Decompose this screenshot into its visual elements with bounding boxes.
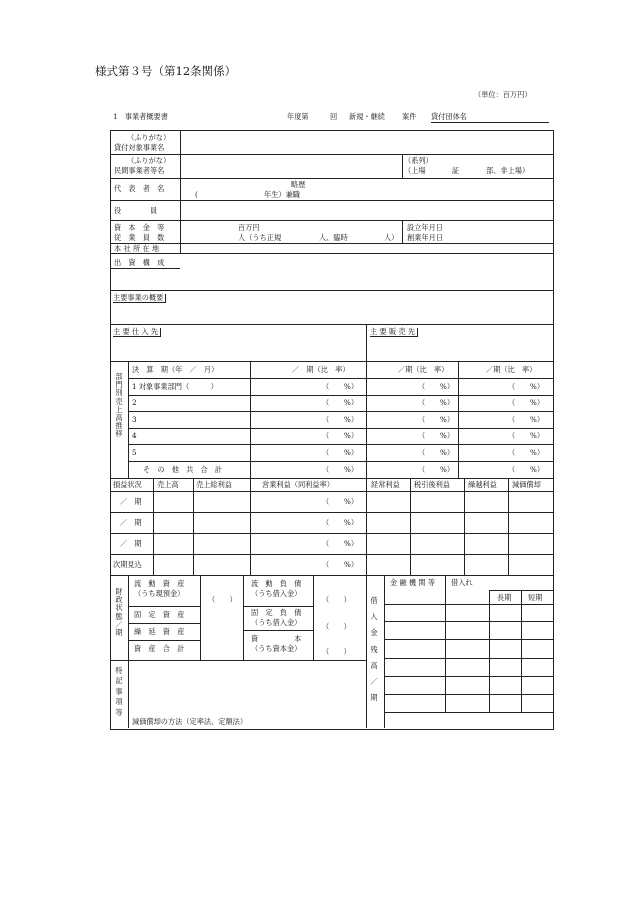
row-line [384,712,553,713]
col-line [445,575,446,712]
col-line [250,478,251,575]
col-line [402,220,403,243]
borrowing-label: 借入れ [451,578,473,587]
established-label: 設立年月日 [407,223,443,232]
pl-header: 税引後利益 [414,480,450,489]
col-line [200,575,201,660]
customers-label: 主 要 販 売 先 [370,328,418,337]
pl-header: 売上総利益 [196,480,232,489]
row-line [110,361,553,362]
notes-side-label: 特 記 事 項 等 [115,666,123,717]
furigana-label: （ふりがな） [127,156,171,165]
pct-open: （ [508,448,516,457]
period-col-header: ／期（比 率） [486,365,537,374]
row-line [489,590,553,591]
sales-row-label: 4 [132,431,137,440]
pl-header: 営業利益（同利益率） [262,480,334,489]
pct-close: %） [344,539,359,548]
employees-label: 従 業 員 数 [114,233,165,242]
pct-open: （ [508,431,516,440]
persons-mid-label: 人、臨時 [319,233,348,242]
label-divider [180,130,181,253]
pct-close: %） [530,465,545,474]
row-line [128,428,553,429]
pct-open: （ [322,431,330,440]
sales-row-label: 2 [132,398,137,407]
pct-open: （ [322,465,330,474]
col-line [508,478,509,575]
pct-open: （ [418,382,426,391]
row-line [128,606,200,607]
col-line [366,478,367,575]
row-line [110,660,366,661]
current-assets-label: 流 動 資 産 [134,579,185,588]
pct-close: %） [344,382,359,391]
pct-open: （ [322,560,330,569]
deferred-assets-label: 繰 延 資 産 [134,627,185,636]
furigana-label: （ふりがな） [127,133,171,142]
pl-header: 経常利益 [371,480,400,489]
pct-close: %） [344,560,359,569]
col-line [153,478,154,575]
pl-row-label: ／ 期 [120,518,142,527]
pct-open: （ [322,497,330,506]
form-title: 様式第３号（第12条関係） [95,64,237,78]
pct-close: %） [344,465,359,474]
persons-label: 人（うち正規 [238,233,282,242]
pct-open: （ [418,465,426,474]
pl-header: 繰越利益 [468,480,497,489]
col-line [366,324,367,361]
col-line [128,660,129,728]
pl-header: 減価償却 [512,480,541,489]
row-line [128,640,200,641]
round-label: 回 [330,112,338,121]
row-line [243,606,313,607]
borrow-label: （うち借入金） [251,589,302,598]
founded-label: 創業年月日 [407,233,443,242]
head-office-label: 本 社 所 在 地 [114,244,160,253]
fixed-assets-label: 固 定 資 産 [134,610,185,619]
capital-inner-label: （うち資本金） [251,644,302,653]
bs-side-label: 財 政 状 態 ／ 期 [115,587,123,638]
col-line [193,478,194,575]
listed-label: （上場 [404,166,426,175]
pl-header: 売上高 [157,480,179,489]
row-line [110,268,180,269]
bank-label: 金 融 機 関 等 [390,578,436,587]
col-line [410,478,411,575]
pct-open: （ [418,398,426,407]
row-line [128,395,553,396]
fiscal-year-label: 年度第 [287,112,309,121]
borrow-label: （うち借入金） [251,618,302,627]
short-term-label: 短期 [528,593,543,602]
sales-row-label: 3 [132,415,137,424]
pct-close: %） [344,518,359,527]
row-line [110,554,553,555]
pct-open: （ [508,465,516,474]
target-business-label: 貸付対象事業名 [114,143,165,152]
pct-close: %） [530,431,545,440]
pct-open: （ [418,431,426,440]
pct-open: （ [508,415,516,424]
paren-cell: （ ） [322,622,351,631]
pct-open: （ [322,382,330,391]
pct-close: %） [440,398,455,407]
capital-bs-label: 資 本 [251,634,302,643]
col-line [402,154,403,178]
career-label: 略歴 [291,180,306,189]
row-line [110,512,553,513]
lender-underline [431,122,549,123]
fixed-liab-label: 固 定 負 債 [251,608,302,617]
paren-cell: （ ） [322,595,351,604]
row-line [110,533,553,534]
cash-label: （うち現預金） [134,589,185,598]
pct-open: （ [418,448,426,457]
row-line [110,324,553,325]
pct-close: %） [440,431,455,440]
total-assets-label: 資 産 合 計 [134,644,185,653]
series-label: （系列） [404,156,433,165]
row-line [110,478,553,479]
pct-close: %） [530,398,545,407]
pct-close: %） [440,415,455,424]
case-label: 案件 [402,112,417,121]
capital-label: 資 本 金 等 [114,223,165,232]
pct-open: （ [322,448,330,457]
row-line [110,253,553,254]
paren-cell: （ ） [322,647,351,656]
row-line [384,658,553,659]
pct-close: %） [344,398,359,407]
representative-label: 代 表 者 名 [114,184,165,193]
paren-cell: （ ） [208,595,237,604]
long-term-label: 長期 [497,593,512,602]
pct-open: （ [322,539,330,548]
row-line [128,461,553,462]
pct-close: %） [530,382,545,391]
col-line [128,575,129,660]
pl-header: 損益状況 [113,480,142,489]
pct-open: （ [322,398,330,407]
row-line [243,630,313,631]
period-header: 決 算 期（年 ／ 月） [132,365,219,374]
rep-paren: ( [195,190,198,199]
col-line [366,575,367,728]
pct-close: %） [530,415,545,424]
listed-end-label: 部、非上場） [486,166,530,175]
pct-close: %） [440,448,455,457]
pct-close: %） [344,448,359,457]
private-business-label: 民間事業者等名 [114,166,165,175]
row-line [384,694,553,695]
period-col-header: ／期（比 率） [398,365,449,374]
row-line [128,444,553,445]
officers-label: 役 員 [114,206,158,215]
pl-row-label: ／ 期 [120,539,142,548]
million-yen-label: 百万円 [238,223,260,232]
investment-label: 出 資 構 成 [114,258,165,267]
row-line [384,676,553,677]
lender-label: 貸付団体名 [431,112,467,121]
pct-close: %） [530,448,545,457]
depreciation-label: 減価償却の方法（定率法、定額法） [132,717,248,726]
row-line [384,604,553,605]
period-col-header: ／ 期（比 率） [292,365,350,374]
pct-open: （ [418,415,426,424]
current-liab-label: 流 動 負 債 [251,579,302,588]
row-line [128,411,553,412]
row-line [110,575,553,576]
pct-open: （ [508,382,516,391]
row-line [128,378,553,379]
pct-open: （ [322,415,330,424]
main-business-label: 主要事業の概要 [113,294,166,303]
row-line [110,200,553,201]
other-total-label: そ の 他 共 合 計 [143,465,223,474]
type-label: 新規・継続 [349,112,385,121]
col-line [313,575,314,660]
col-line [243,575,244,660]
sales-row-label: 5 [132,448,137,457]
row-line [110,178,553,179]
pl-row-label: ／ 期 [120,497,142,506]
row-line [110,491,553,492]
pct-close: %） [344,431,359,440]
row-line [110,154,553,155]
pct-close: %） [344,415,359,424]
loans-side-label: 借 入 金 残 高 ／ 期 [370,596,378,703]
pct-open: （ [508,398,516,407]
rep-born-label: 年生）兼職 [264,190,300,199]
section-title: 1 事業者概要書 [113,112,168,121]
unit-label: （単位：百万円） [474,90,532,99]
pl-row-label: 次期見込 [113,560,142,569]
row-line [384,621,553,622]
pct-close: %） [440,382,455,391]
sales-row-label: 1 対象事業部門（ ） [132,382,218,391]
listed-sho-label: 証 [452,166,460,175]
suppliers-label: 主 要 仕 入 先 [113,328,161,337]
row-line [110,290,553,291]
row-line [110,220,553,221]
col-line [384,575,385,728]
row-line [110,243,553,244]
pct-open: （ [322,518,330,527]
persons-end-label: 人） [384,233,399,242]
col-line [464,478,465,575]
row-line [128,623,200,624]
pct-close: %） [440,465,455,474]
row-line [384,639,553,640]
sales-side-label: 部 門 別 売 上 高 推 移 [115,372,123,439]
pct-close: %） [344,497,359,506]
